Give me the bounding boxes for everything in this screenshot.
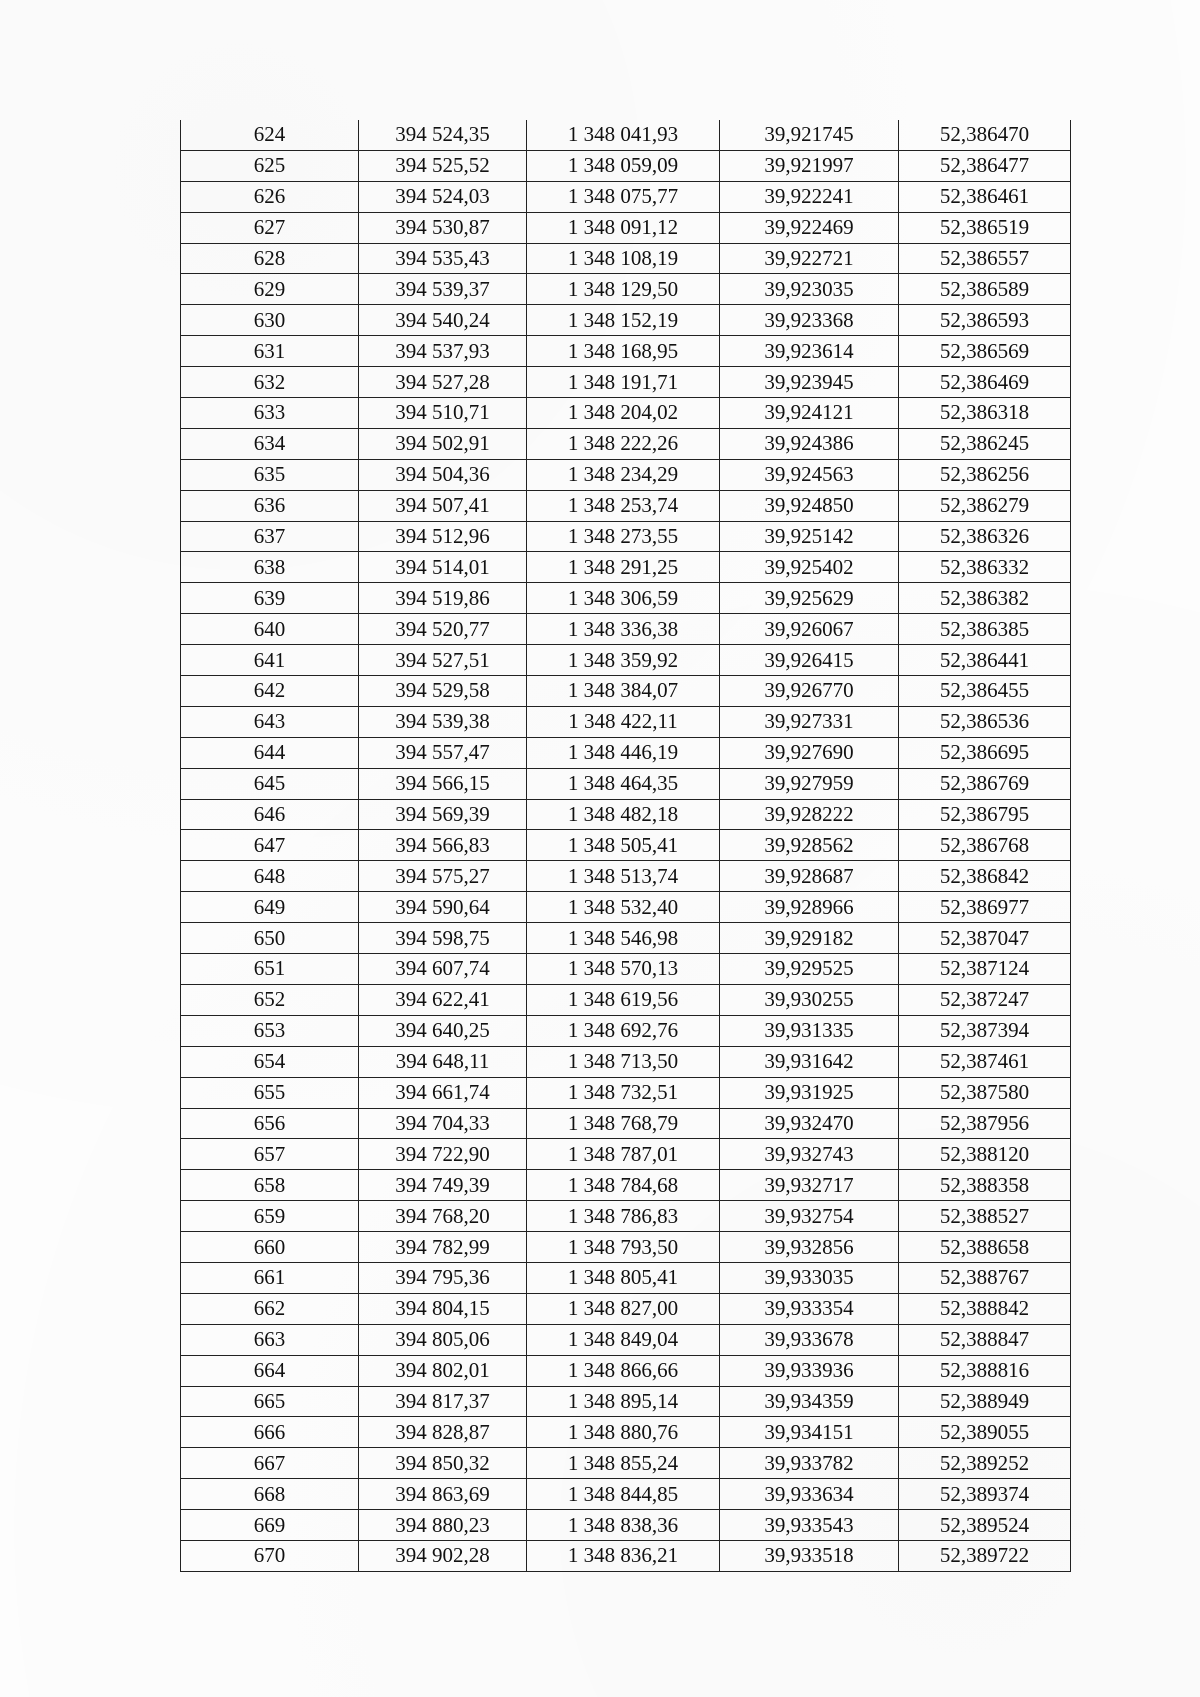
point-number-cell: 665 — [181, 1386, 359, 1417]
y-coordinate-cell: 1 348 787,01 — [527, 1139, 720, 1170]
y-coordinate-cell: 1 348 849,04 — [527, 1324, 720, 1355]
y-coordinate-cell: 1 348 384,07 — [527, 676, 720, 707]
latitude-cell: 52,387461 — [899, 1046, 1071, 1077]
latitude-cell: 52,386795 — [899, 799, 1071, 830]
table-row — [181, 1201, 1071, 1232]
table-row — [181, 1077, 1071, 1108]
point-number-cell: 663 — [181, 1324, 359, 1355]
latitude-cell: 52,386768 — [899, 830, 1071, 861]
latitude-cell: 52,386593 — [899, 305, 1071, 336]
y-coordinate-cell: 1 348 880,76 — [527, 1417, 720, 1448]
point-number-cell: 645 — [181, 768, 359, 799]
latitude-cell: 52,386477 — [899, 150, 1071, 181]
x-coordinate-cell: 394 504,36 — [359, 459, 527, 490]
table-row — [181, 1417, 1071, 1448]
latitude-cell: 52,386519 — [899, 212, 1071, 243]
y-coordinate-cell: 1 348 692,76 — [527, 1015, 720, 1046]
longitude-cell: 39,922241 — [720, 181, 899, 212]
latitude-cell: 52,387047 — [899, 923, 1071, 954]
latitude-cell: 52,386279 — [899, 490, 1071, 521]
y-coordinate-cell: 1 348 844,85 — [527, 1479, 720, 1510]
latitude-cell: 52,387394 — [899, 1015, 1071, 1046]
point-number-cell: 646 — [181, 799, 359, 830]
latitude-cell: 52,388358 — [899, 1170, 1071, 1201]
y-coordinate-cell: 1 348 191,71 — [527, 367, 720, 398]
y-coordinate-cell: 1 348 108,19 — [527, 243, 720, 274]
table-row — [181, 1540, 1071, 1571]
table-row — [181, 923, 1071, 954]
longitude-cell: 39,925402 — [720, 552, 899, 583]
latitude-cell: 52,386441 — [899, 645, 1071, 676]
longitude-cell: 39,927690 — [720, 737, 899, 768]
point-number-cell: 644 — [181, 737, 359, 768]
y-coordinate-cell: 1 348 222,26 — [527, 428, 720, 459]
x-coordinate-cell: 394 525,52 — [359, 150, 527, 181]
longitude-cell: 39,926415 — [720, 645, 899, 676]
table-row — [181, 459, 1071, 490]
table-row — [181, 1139, 1071, 1170]
table-row — [181, 521, 1071, 552]
longitude-cell: 39,929525 — [720, 954, 899, 985]
table-row — [181, 1293, 1071, 1324]
latitude-cell: 52,388816 — [899, 1355, 1071, 1386]
latitude-cell: 52,387247 — [899, 984, 1071, 1015]
coordinates-table-body — [181, 120, 1071, 1571]
x-coordinate-cell: 394 527,51 — [359, 645, 527, 676]
longitude-cell: 39,928966 — [720, 892, 899, 923]
table-row — [181, 1355, 1071, 1386]
x-coordinate-cell: 394 802,01 — [359, 1355, 527, 1386]
x-coordinate-cell: 394 880,23 — [359, 1510, 527, 1541]
y-coordinate-cell: 1 348 168,95 — [527, 336, 720, 367]
longitude-cell: 39,933936 — [720, 1355, 899, 1386]
table-row — [181, 830, 1071, 861]
point-number-cell: 662 — [181, 1293, 359, 1324]
latitude-cell: 52,386318 — [899, 398, 1071, 429]
y-coordinate-cell: 1 348 464,35 — [527, 768, 720, 799]
longitude-cell: 39,933782 — [720, 1448, 899, 1479]
longitude-cell: 39,928687 — [720, 861, 899, 892]
latitude-cell: 52,389524 — [899, 1510, 1071, 1541]
longitude-cell: 39,923035 — [720, 274, 899, 305]
y-coordinate-cell: 1 348 152,19 — [527, 305, 720, 336]
latitude-cell: 52,386569 — [899, 336, 1071, 367]
latitude-cell: 52,386842 — [899, 861, 1071, 892]
y-coordinate-cell: 1 348 784,68 — [527, 1170, 720, 1201]
table-row — [181, 1386, 1071, 1417]
point-number-cell: 667 — [181, 1448, 359, 1479]
table-row — [181, 1046, 1071, 1077]
table-row — [181, 305, 1071, 336]
latitude-cell: 52,389252 — [899, 1448, 1071, 1479]
latitude-cell: 52,386469 — [899, 367, 1071, 398]
x-coordinate-cell: 394 850,32 — [359, 1448, 527, 1479]
point-number-cell: 657 — [181, 1139, 359, 1170]
x-coordinate-cell: 394 805,06 — [359, 1324, 527, 1355]
longitude-cell: 39,933518 — [720, 1540, 899, 1571]
point-number-cell: 637 — [181, 521, 359, 552]
longitude-cell: 39,926067 — [720, 614, 899, 645]
table-row — [181, 892, 1071, 923]
latitude-cell: 52,386385 — [899, 614, 1071, 645]
longitude-cell: 39,927959 — [720, 768, 899, 799]
y-coordinate-cell: 1 348 838,36 — [527, 1510, 720, 1541]
latitude-cell: 52,387956 — [899, 1108, 1071, 1139]
latitude-cell: 52,388842 — [899, 1293, 1071, 1324]
x-coordinate-cell: 394 524,03 — [359, 181, 527, 212]
x-coordinate-cell: 394 512,96 — [359, 521, 527, 552]
longitude-cell: 39,925142 — [720, 521, 899, 552]
latitude-cell: 52,386382 — [899, 583, 1071, 614]
x-coordinate-cell: 394 557,47 — [359, 737, 527, 768]
x-coordinate-cell: 394 520,77 — [359, 614, 527, 645]
latitude-cell: 52,386455 — [899, 676, 1071, 707]
x-coordinate-cell: 394 527,28 — [359, 367, 527, 398]
point-number-cell: 625 — [181, 150, 359, 181]
table-row — [181, 676, 1071, 707]
x-coordinate-cell: 394 622,41 — [359, 984, 527, 1015]
point-number-cell: 632 — [181, 367, 359, 398]
x-coordinate-cell: 394 661,74 — [359, 1077, 527, 1108]
y-coordinate-cell: 1 348 091,12 — [527, 212, 720, 243]
y-coordinate-cell: 1 348 446,19 — [527, 737, 720, 768]
y-coordinate-cell: 1 348 505,41 — [527, 830, 720, 861]
table-row — [181, 552, 1071, 583]
y-coordinate-cell: 1 348 075,77 — [527, 181, 720, 212]
table-row — [181, 706, 1071, 737]
longitude-cell: 39,933543 — [720, 1510, 899, 1541]
x-coordinate-cell: 394 640,25 — [359, 1015, 527, 1046]
coordinates-table — [180, 120, 1071, 1572]
y-coordinate-cell: 1 348 855,24 — [527, 1448, 720, 1479]
longitude-cell: 39,923368 — [720, 305, 899, 336]
y-coordinate-cell: 1 348 253,74 — [527, 490, 720, 521]
longitude-cell: 39,926770 — [720, 676, 899, 707]
x-coordinate-cell: 394 540,24 — [359, 305, 527, 336]
longitude-cell: 39,931642 — [720, 1046, 899, 1077]
x-coordinate-cell: 394 598,75 — [359, 923, 527, 954]
x-coordinate-cell: 394 530,87 — [359, 212, 527, 243]
point-number-cell: 651 — [181, 954, 359, 985]
latitude-cell: 52,386256 — [899, 459, 1071, 490]
table-row — [181, 1324, 1071, 1355]
latitude-cell: 52,388767 — [899, 1262, 1071, 1293]
point-number-cell: 664 — [181, 1355, 359, 1386]
table-row — [181, 1108, 1071, 1139]
x-coordinate-cell: 394 768,20 — [359, 1201, 527, 1232]
longitude-cell: 39,922469 — [720, 212, 899, 243]
latitude-cell: 52,388847 — [899, 1324, 1071, 1355]
longitude-cell: 39,934151 — [720, 1417, 899, 1448]
y-coordinate-cell: 1 348 793,50 — [527, 1232, 720, 1263]
table-row — [181, 861, 1071, 892]
table-row — [181, 645, 1071, 676]
y-coordinate-cell: 1 348 041,93 — [527, 120, 720, 150]
x-coordinate-cell: 394 514,01 — [359, 552, 527, 583]
longitude-cell: 39,928222 — [720, 799, 899, 830]
x-coordinate-cell: 394 529,58 — [359, 676, 527, 707]
y-coordinate-cell: 1 348 836,21 — [527, 1540, 720, 1571]
latitude-cell: 52,386769 — [899, 768, 1071, 799]
y-coordinate-cell: 1 348 482,18 — [527, 799, 720, 830]
x-coordinate-cell: 394 782,99 — [359, 1232, 527, 1263]
y-coordinate-cell: 1 348 805,41 — [527, 1262, 720, 1293]
table-row — [181, 1015, 1071, 1046]
latitude-cell: 52,386326 — [899, 521, 1071, 552]
point-number-cell: 653 — [181, 1015, 359, 1046]
longitude-cell: 39,929182 — [720, 923, 899, 954]
latitude-cell: 52,389055 — [899, 1417, 1071, 1448]
longitude-cell: 39,927331 — [720, 706, 899, 737]
point-number-cell: 669 — [181, 1510, 359, 1541]
point-number-cell: 639 — [181, 583, 359, 614]
longitude-cell: 39,931335 — [720, 1015, 899, 1046]
y-coordinate-cell: 1 348 532,40 — [527, 892, 720, 923]
x-coordinate-cell: 394 507,41 — [359, 490, 527, 521]
x-coordinate-cell: 394 566,83 — [359, 830, 527, 861]
table-row — [181, 1448, 1071, 1479]
longitude-cell: 39,922721 — [720, 243, 899, 274]
x-coordinate-cell: 394 537,93 — [359, 336, 527, 367]
y-coordinate-cell: 1 348 129,50 — [527, 274, 720, 305]
table-row — [181, 799, 1071, 830]
latitude-cell: 52,389722 — [899, 1540, 1071, 1571]
x-coordinate-cell: 394 795,36 — [359, 1262, 527, 1293]
point-number-cell: 660 — [181, 1232, 359, 1263]
x-coordinate-cell: 394 902,28 — [359, 1540, 527, 1571]
table-row — [181, 243, 1071, 274]
x-coordinate-cell: 394 749,39 — [359, 1170, 527, 1201]
point-number-cell: 641 — [181, 645, 359, 676]
latitude-cell: 52,388658 — [899, 1232, 1071, 1263]
latitude-cell: 52,386695 — [899, 737, 1071, 768]
table-row — [181, 274, 1071, 305]
y-coordinate-cell: 1 348 291,25 — [527, 552, 720, 583]
table-row — [181, 954, 1071, 985]
longitude-cell: 39,933354 — [720, 1293, 899, 1324]
longitude-cell: 39,931925 — [720, 1077, 899, 1108]
table-row — [181, 1510, 1071, 1541]
longitude-cell: 39,924850 — [720, 490, 899, 521]
latitude-cell: 52,386332 — [899, 552, 1071, 583]
longitude-cell: 39,923945 — [720, 367, 899, 398]
point-number-cell: 658 — [181, 1170, 359, 1201]
x-coordinate-cell: 394 722,90 — [359, 1139, 527, 1170]
y-coordinate-cell: 1 348 570,13 — [527, 954, 720, 985]
point-number-cell: 656 — [181, 1108, 359, 1139]
longitude-cell: 39,932856 — [720, 1232, 899, 1263]
longitude-cell: 39,933634 — [720, 1479, 899, 1510]
y-coordinate-cell: 1 348 336,38 — [527, 614, 720, 645]
point-number-cell: 659 — [181, 1201, 359, 1232]
y-coordinate-cell: 1 348 234,29 — [527, 459, 720, 490]
latitude-cell: 52,386589 — [899, 274, 1071, 305]
latitude-cell: 52,387124 — [899, 954, 1071, 985]
y-coordinate-cell: 1 348 619,56 — [527, 984, 720, 1015]
table-row — [181, 428, 1071, 459]
table-row — [181, 984, 1071, 1015]
x-coordinate-cell: 394 519,86 — [359, 583, 527, 614]
table-row — [181, 1170, 1071, 1201]
point-number-cell: 640 — [181, 614, 359, 645]
longitude-cell: 39,924121 — [720, 398, 899, 429]
longitude-cell: 39,924386 — [720, 428, 899, 459]
latitude-cell: 52,387580 — [899, 1077, 1071, 1108]
longitude-cell: 39,923614 — [720, 336, 899, 367]
point-number-cell: 638 — [181, 552, 359, 583]
x-coordinate-cell: 394 569,39 — [359, 799, 527, 830]
point-number-cell: 668 — [181, 1479, 359, 1510]
latitude-cell: 52,386536 — [899, 706, 1071, 737]
table-row — [181, 1479, 1071, 1510]
longitude-cell: 39,928562 — [720, 830, 899, 861]
point-number-cell: 642 — [181, 676, 359, 707]
x-coordinate-cell: 394 607,74 — [359, 954, 527, 985]
longitude-cell: 39,933678 — [720, 1324, 899, 1355]
point-number-cell: 627 — [181, 212, 359, 243]
point-number-cell: 630 — [181, 305, 359, 336]
point-number-cell: 648 — [181, 861, 359, 892]
point-number-cell: 626 — [181, 181, 359, 212]
point-number-cell: 631 — [181, 336, 359, 367]
y-coordinate-cell: 1 348 422,11 — [527, 706, 720, 737]
longitude-cell: 39,921997 — [720, 150, 899, 181]
longitude-cell: 39,932754 — [720, 1201, 899, 1232]
table-row — [181, 212, 1071, 243]
x-coordinate-cell: 394 863,69 — [359, 1479, 527, 1510]
table-row — [181, 120, 1071, 150]
table-row — [181, 150, 1071, 181]
longitude-cell: 39,925629 — [720, 583, 899, 614]
table-row — [181, 490, 1071, 521]
longitude-cell: 39,934359 — [720, 1386, 899, 1417]
longitude-cell: 39,932470 — [720, 1108, 899, 1139]
point-number-cell: 643 — [181, 706, 359, 737]
y-coordinate-cell: 1 348 732,51 — [527, 1077, 720, 1108]
longitude-cell: 39,932743 — [720, 1139, 899, 1170]
x-coordinate-cell: 394 524,35 — [359, 120, 527, 150]
latitude-cell: 52,386470 — [899, 120, 1071, 150]
table-row — [181, 768, 1071, 799]
point-number-cell: 624 — [181, 120, 359, 150]
y-coordinate-cell: 1 348 306,59 — [527, 583, 720, 614]
table-row — [181, 1232, 1071, 1263]
x-coordinate-cell: 394 828,87 — [359, 1417, 527, 1448]
x-coordinate-cell: 394 566,15 — [359, 768, 527, 799]
point-number-cell: 636 — [181, 490, 359, 521]
y-coordinate-cell: 1 348 273,55 — [527, 521, 720, 552]
latitude-cell: 52,388949 — [899, 1386, 1071, 1417]
point-number-cell: 655 — [181, 1077, 359, 1108]
x-coordinate-cell: 394 502,91 — [359, 428, 527, 459]
point-number-cell: 670 — [181, 1540, 359, 1571]
x-coordinate-cell: 394 590,64 — [359, 892, 527, 923]
y-coordinate-cell: 1 348 786,83 — [527, 1201, 720, 1232]
x-coordinate-cell: 394 575,27 — [359, 861, 527, 892]
y-coordinate-cell: 1 348 059,09 — [527, 150, 720, 181]
y-coordinate-cell: 1 348 768,79 — [527, 1108, 720, 1139]
table-row — [181, 367, 1071, 398]
x-coordinate-cell: 394 648,11 — [359, 1046, 527, 1077]
longitude-cell: 39,924563 — [720, 459, 899, 490]
table-row — [181, 583, 1071, 614]
x-coordinate-cell: 394 510,71 — [359, 398, 527, 429]
latitude-cell: 52,389374 — [899, 1479, 1071, 1510]
y-coordinate-cell: 1 348 204,02 — [527, 398, 720, 429]
point-number-cell: 650 — [181, 923, 359, 954]
longitude-cell: 39,930255 — [720, 984, 899, 1015]
table-row — [181, 336, 1071, 367]
table-row — [181, 181, 1071, 212]
point-number-cell: 649 — [181, 892, 359, 923]
latitude-cell: 52,386557 — [899, 243, 1071, 274]
y-coordinate-cell: 1 348 895,14 — [527, 1386, 720, 1417]
y-coordinate-cell: 1 348 513,74 — [527, 861, 720, 892]
x-coordinate-cell: 394 804,15 — [359, 1293, 527, 1324]
point-number-cell: 629 — [181, 274, 359, 305]
longitude-cell: 39,921745 — [720, 120, 899, 150]
y-coordinate-cell: 1 348 359,92 — [527, 645, 720, 676]
point-number-cell: 654 — [181, 1046, 359, 1077]
latitude-cell: 52,386977 — [899, 892, 1071, 923]
x-coordinate-cell: 394 535,43 — [359, 243, 527, 274]
longitude-cell: 39,932717 — [720, 1170, 899, 1201]
latitude-cell: 52,388120 — [899, 1139, 1071, 1170]
longitude-cell: 39,933035 — [720, 1262, 899, 1293]
x-coordinate-cell: 394 704,33 — [359, 1108, 527, 1139]
point-number-cell: 647 — [181, 830, 359, 861]
latitude-cell: 52,386245 — [899, 428, 1071, 459]
table-row — [181, 1262, 1071, 1293]
y-coordinate-cell: 1 348 713,50 — [527, 1046, 720, 1077]
point-number-cell: 634 — [181, 428, 359, 459]
x-coordinate-cell: 394 539,38 — [359, 706, 527, 737]
x-coordinate-cell: 394 539,37 — [359, 274, 527, 305]
point-number-cell: 628 — [181, 243, 359, 274]
table-row — [181, 737, 1071, 768]
table-row — [181, 614, 1071, 645]
y-coordinate-cell: 1 348 866,66 — [527, 1355, 720, 1386]
y-coordinate-cell: 1 348 827,00 — [527, 1293, 720, 1324]
point-number-cell: 661 — [181, 1262, 359, 1293]
latitude-cell: 52,386461 — [899, 181, 1071, 212]
point-number-cell: 666 — [181, 1417, 359, 1448]
point-number-cell: 633 — [181, 398, 359, 429]
latitude-cell: 52,388527 — [899, 1201, 1071, 1232]
y-coordinate-cell: 1 348 546,98 — [527, 923, 720, 954]
table-row — [181, 398, 1071, 429]
point-number-cell: 652 — [181, 984, 359, 1015]
point-number-cell: 635 — [181, 459, 359, 490]
x-coordinate-cell: 394 817,37 — [359, 1386, 527, 1417]
